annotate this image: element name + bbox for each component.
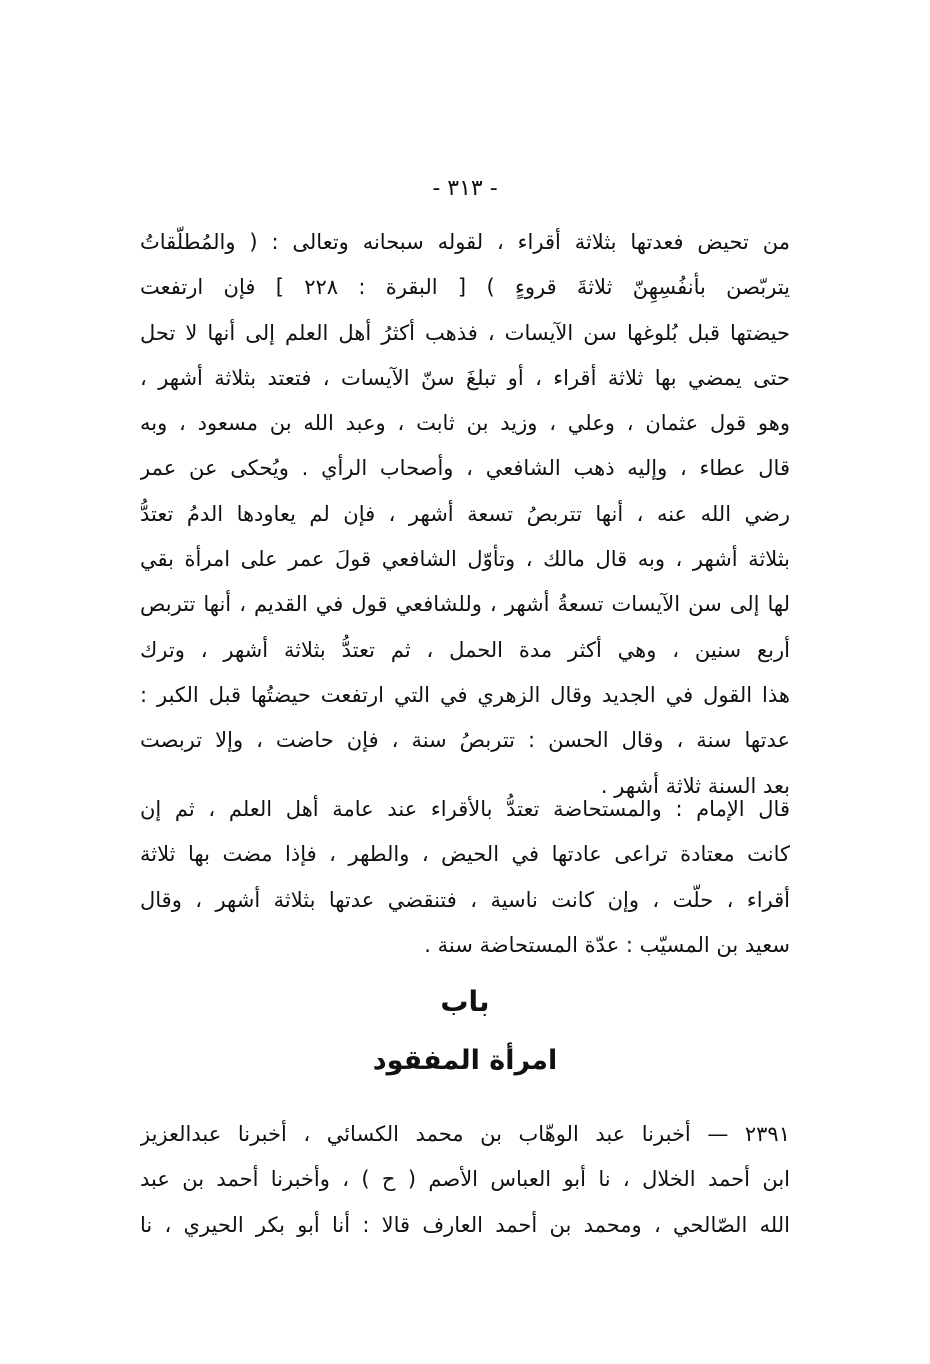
text-line: لها إلى سن الآيسات تسعةُ أشهر ، وللشافعي قول في القديم ، أنها تتربص	[140, 592, 790, 617]
text-line: يتربّصن بأنفُسِهِنّ ثلاثةَ قروءٍ ) [ البقرة : ٢٢٨ ] فإن ارتفعت	[140, 275, 790, 300]
text-line: أربع سنين ، وهي أكثر مدة الحمل ، ثم تعتدُّ بثلاثة أشهر ، وترك	[140, 637, 790, 662]
paragraph-3	[140, 1112, 790, 1248]
text-line: حيضتها قبل بُلوغها سن الآيسات ، فذهب أكثرُ أهل العلم إلى أنها لا تحل	[140, 320, 790, 345]
text-line: رضي الله عنه ، أنها تتربصُ تسعة أشهر ، فإن لم يعاودها الدمُ تعتدُّ	[140, 501, 790, 526]
text-line: ٢٣٩١ — أخبرنا عبد الوهّاب بن محمد الكسائي ، أخبرنا عبدالعزيز	[140, 1122, 790, 1146]
text-line: أقراء ، حلّت ، وإن كانت ناسية ، فتنقضي عدتها بثلاثة أشهر ، وقال	[140, 887, 790, 912]
page-number: - ٣١٣ -	[432, 176, 498, 201]
text-line: عدتها سنة ، وقال الحسن : تتربصُ سنة ، فإن حاضت ، وإلا تربصت	[140, 728, 790, 753]
text-line: قال الإمام : والمستحاضة تعتدُّ بالأقراء عند عامة أهل العلم ، ثم إن	[140, 797, 790, 821]
text-line: بعد السنة ثلاثة أشهر .	[600, 773, 790, 798]
text-line: ابن أحمد الخلال ، نا أبو العباس الأصم ( ح ) ، وأخبرنا أحمد بن عبد	[140, 1167, 790, 1192]
chapter-title: امرأة المفقود	[372, 1045, 558, 1076]
text-line: بثلاثة أشهر ، وبه قال مالك ، وتأوّل الشافعي قولَ عمر على امرأة بقي	[140, 547, 790, 572]
text-line: قال عطاء ، وإليه ذهب الشافعي ، وأصحاب الرأي . ويُحكى عن عمر	[140, 456, 790, 481]
paragraph-2	[140, 787, 790, 968]
text-line: كانت معتادة تراعى عادتها في الحيض ، والطهر ، فإذا مضت بها ثلاثة	[140, 842, 790, 867]
text-line: هذا القول في الجديد وقال الزهري في التي ارتفعت حيضتُها قبل الكبر :	[140, 682, 790, 707]
text-line: الله الصّالحي ، ومحمد بن أحمد العارف قالا : أنا أبو بكر الحيري ، نا	[140, 1212, 790, 1237]
text-line: من تحيض فعدتها بثلاثة أقراء ، لقوله سبحانه وتعالى : ( والمُطلّقاتُ	[140, 230, 790, 254]
text-line: وهو قول عثمان ، وعلي ، وزيد بن ثابت ، وعبد الله بن مسعود ، وبه	[140, 411, 790, 436]
text-line: سعيد بن المسيّب : عدّة المستحاضة سنة .	[424, 932, 790, 957]
chapter-heading: باب	[440, 985, 490, 1018]
paragraph-1	[140, 220, 790, 809]
text-line: حتى يمضي بها ثلاثة أقراء ، أو تبلغَ سنّ الآيسات ، فتعتد بثلاثة أشهر ،	[140, 365, 790, 390]
